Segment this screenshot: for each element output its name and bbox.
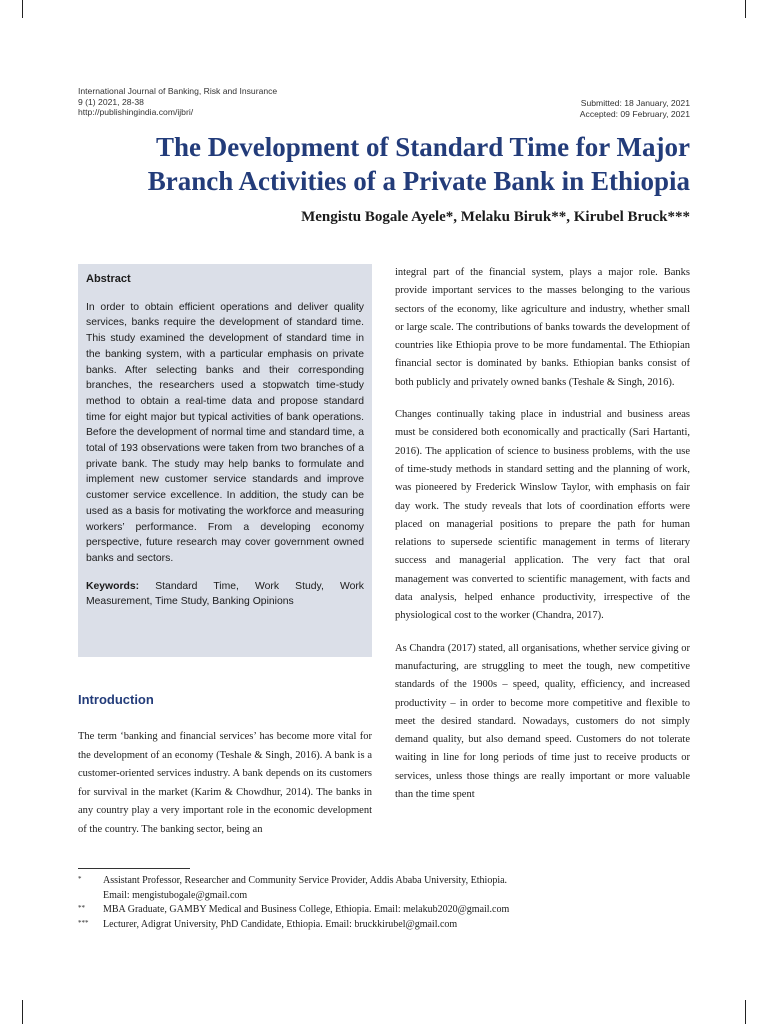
footnote-mark: * <box>78 875 82 883</box>
submitted-date: Submitted: 18 January, 2021 <box>580 98 690 108</box>
keywords-label: Keywords: <box>86 580 140 592</box>
title-line-1: The Development of Standard Time for Major <box>156 132 690 162</box>
crop-mark-bottom-right <box>745 1000 746 1024</box>
footnote-text: Lecturer, Adigrat University, PhD Candidate, Ethiopia. Email: bruckkirubel@gmail.com <box>103 918 458 930</box>
keywords <box>86 579 364 610</box>
author-list: Mengistu Bogale Ayele*, Melaku Biruk**, Kirubel Bruck*** <box>301 209 690 225</box>
crop-mark-bottom-left <box>22 1000 23 1024</box>
footnote-mark <box>78 889 103 904</box>
abstract-heading: Abstract <box>86 273 131 285</box>
footnote-rule <box>78 868 190 869</box>
body-paragraph: As Chandra (2017) stated, all organisations, whether service giving or manufacturing, are struggling to meet the tough, new competitive standards of the 1900s – speed, quality, efficiency, and increased productivity – in order to become more competitive and flexible to meet the desired standard. Nowadays, customers do not simply demand quality, but also demand speed. Customers do not tolerate waiting in line for long periods of time just to receive products or services, unless those things are really important or more valuable than the time spent <box>395 642 690 801</box>
body-paragraph: integral part of the financial system, plays a major role. Banks provide important services to the masses belonging to the various sectors of the economy, like agriculture and industry, whether small or large scale. The contributions of banks towards the development of countries like Ethiopia prove to be more fundamental. The Ethiopian financial sector is dominated by banks. Ethiopian banks consist of both publicly and privately owned banks (Teshale & Singh, 2016). <box>395 267 690 388</box>
footnote <box>78 889 690 904</box>
accepted-date: Accepted: 09 February, 2021 <box>579 109 690 119</box>
keywords-list: Standard Time, Work Study, Work Measurement, Time Study, Banking Opinions <box>86 580 364 608</box>
introduction-paragraph: The term ‘banking and financial services’ has become more vital for the development of an economy (Teshale & Singh, 2016). A bank is a customer-oriented services industry. A bank depends on its customers for survival in the market (Karim & Chowdhur, 2014). The banks in any country play a very important role in the economic development of the country. The banking sector, being an <box>78 731 372 835</box>
footnote <box>78 918 690 933</box>
footnotes <box>78 874 690 932</box>
abstract-box <box>78 264 372 657</box>
crop-mark-top-left <box>22 0 23 18</box>
abstract-body: In order to obtain efficient operations and deliver quality services, banks require the development of standard time. This study examined the development of standard time in the banking system, with a particular emphasis on private banks. After selecting banks and their corresponding branches, the researchers used a stopwatch time-study method to obtain a real-time data and propose standard time for eight major but typical activities of bank operations. Before the development of normal time and standard time, a total of 193 observations were taken from two branches of a private bank. The study may help banks to formulate and implement new customer service standards and improve customer service excellence. In addition, the study can be used as a basis for motivating the workforce and measuring workers’ performance. From a developing economy perspective, future research may cover government owned banks and sectors. <box>86 301 364 564</box>
title-line-2: Branch Activities of a Private Bank in Ethiopia <box>147 166 690 196</box>
journal-url[interactable]: http://publishingindia.com/ijbri/ <box>78 107 194 118</box>
introduction-heading: Introduction <box>78 692 154 707</box>
submission-dates <box>580 98 690 120</box>
body-paragraph: Changes continually taking place in industrial and business areas must be considered both economically and practically (Sari Hartanti, 2016). The application of science to business problems, with the use of time-study methods in standard setting and the planning of work, was pioneered by Frederick Winslow Taylor, with emphasis on fair day work. The study reveals that lots of coordination efforts were placed on managerial positions to prepare the path for human relations to supersede scientific management in terms of literary success and managerial application. The very fact that oral management was converted to scientific management, with facts and data analysis, helped enhance productivity, irrespective of the physiological cost to the worker (Chandra, 2017). <box>395 409 690 622</box>
journal-info <box>78 86 277 118</box>
journal-name: International Journal of Banking, Risk and Insurance <box>78 86 278 96</box>
paper-title <box>78 130 690 198</box>
footnote <box>78 903 690 918</box>
footnote-text: MBA Graduate, GAMBY Medical and Business College, Ethiopia. Email: melakub2020@gmail.com <box>103 904 510 916</box>
footnote-text: Email: mengistubogale@gmail.com <box>103 889 248 901</box>
crop-mark-top-right <box>745 0 746 18</box>
footnote-text: Assistant Professor, Researcher and Community Service Provider, Addis Ababa University, Ethiopia. <box>103 875 508 886</box>
footnote <box>78 874 690 889</box>
journal-volume: 9 (1) 2021, 28-38 <box>78 96 144 107</box>
footnote-mark: ** <box>78 904 85 913</box>
right-column <box>395 264 690 818</box>
footnote-mark: *** <box>78 918 89 927</box>
